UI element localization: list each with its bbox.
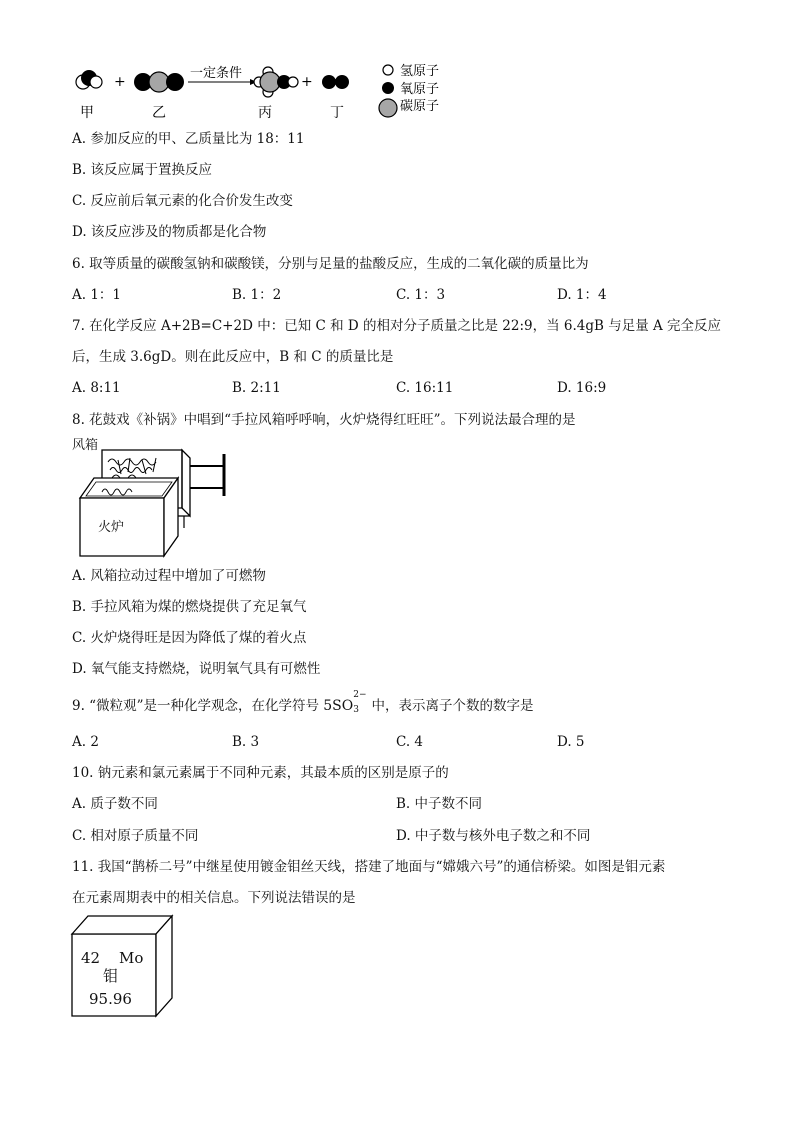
q8-stove-label: 火炉 — [98, 520, 125, 535]
q5-option-b: B. 该反应属于置换反应 — [72, 162, 213, 178]
q10-option-a: A. 质子数不同 — [72, 796, 158, 812]
element-atomic-number: 42 — [81, 949, 101, 967]
label-yi: 乙 — [152, 105, 166, 121]
q11-stem-line1: 11. 我国“鹊桥二号”中继星使用镀金钼丝天线，搭建了地面与“嫦娥六号”的通信桥梁。如图是钼元素 — [72, 859, 666, 875]
q8-option-c: C. 火炉烧得旺是因为降低了煤的着火点 — [72, 630, 307, 646]
bellows-handle — [190, 454, 224, 496]
q10-option-b: B. 中子数不同 — [396, 796, 483, 812]
q9-option-a: A. 2 — [72, 734, 99, 750]
q9-stem-before: 9. “微粒观”是一种化学观念，在化学符号 — [72, 698, 324, 714]
plus-1: + — [114, 74, 126, 90]
q6-stem: 6. 取等质量的碳酸氢钠和碳酸镁，分别与足量的盐酸反应，生成的二氧化碳的质量比为 — [72, 256, 589, 272]
q9-stem — [72, 690, 534, 715]
q7-stem-line1: 7. 在化学反应 A+2B=C+2D 中：已知 C 和 D 的相对分子质量之比是 22:9，当 6.4gB 与足量 A 完全反应 — [72, 318, 722, 334]
q6-option-b: B. 1：2 — [232, 287, 282, 303]
q9-option-d: D. 5 — [557, 734, 585, 750]
molecule-ding — [322, 75, 349, 89]
q7-option-b: B. 2:11 — [232, 380, 281, 396]
q8-option-b: B. 手拉风箱为煤的燃烧提供了充足氧气 — [72, 599, 307, 615]
q6-option-c: C. 1：3 — [396, 287, 446, 303]
q6-option-d: D. 1：4 — [557, 287, 607, 303]
q8-option-a: A. 风箱拉动过程中增加了可燃物 — [72, 568, 266, 584]
q5-option-a: A. 参加反应的甲、乙质量比为 18：11 — [72, 131, 305, 147]
bellows-stove-figure — [72, 448, 242, 560]
q6-option-a: A. 1：1 — [72, 287, 122, 303]
legend-oxygen-icon — [382, 82, 394, 94]
label-bing: 丙 — [258, 105, 272, 121]
q9-symbol-sub: 3 — [353, 705, 359, 715]
q11-stem-line2: 在元素周期表中的相关信息。下列说法错误的是 — [72, 890, 356, 906]
q9-symbol: 5SO 2− 3 — [323, 690, 367, 715]
q8-bellows-label: 风箱 — [72, 438, 99, 453]
legend — [379, 64, 439, 117]
element-symbol: Mo — [119, 949, 144, 967]
q7-option-c: C. 16:11 — [396, 380, 454, 396]
element-atomic-mass: 95.96 — [89, 990, 132, 1008]
q10-option-c: C. 相对原子质量不同 — [72, 828, 199, 844]
q9-symbol-sup: 2− — [353, 690, 367, 700]
q9-stem-after: 中，表示离子个数的数字是 — [367, 698, 534, 714]
q8-option-d: D. 氧气能支持燃烧，说明氧气具有可燃性 — [72, 661, 321, 677]
molecule-jia — [76, 70, 102, 89]
q5-option-c: C. 反应前后氧元素的化合价发生改变 — [72, 193, 293, 209]
legend-hydrogen-icon — [383, 65, 393, 75]
element-name: 钼 — [103, 967, 119, 985]
reaction-condition: 一定条件 — [190, 66, 243, 81]
q7-option-d: D. 16:9 — [557, 380, 607, 396]
reaction-diagram — [60, 60, 460, 126]
plus-2: + — [301, 74, 313, 90]
q7-stem-line2: 后，生成 3.6gD。则在此反应中，B 和 C 的质量比是 — [72, 349, 394, 365]
q10-option-d: D. 中子数与核外电子数之和不同 — [396, 828, 591, 844]
q8-stem: 8. 花鼓戏《补锅》中唱到“手拉风箱呼呼响，火炉烧得红旺旺”。下列说法最合理的是 — [72, 412, 576, 428]
stove-box — [80, 478, 178, 556]
molecule-bing — [254, 67, 298, 97]
legend-carbon: 碳原子 — [400, 99, 440, 114]
legend-hydrogen: 氢原子 — [400, 64, 440, 79]
legend-carbon-icon — [379, 99, 397, 117]
molecule-yi — [134, 72, 184, 92]
q7-option-a: A. 8:11 — [72, 380, 121, 396]
legend-oxygen: 氧原子 — [400, 82, 440, 97]
q9-option-b: B. 3 — [232, 734, 260, 750]
label-ding: 丁 — [330, 105, 344, 121]
q10-stem: 10. 钠元素和氯元素属于不同种元素，其最本质的区别是原子的 — [72, 765, 449, 781]
label-jia: 甲 — [80, 105, 94, 121]
q9-option-c: C. 4 — [396, 734, 424, 750]
q5-option-d: D. 该反应涉及的物质都是化合物 — [72, 224, 267, 240]
